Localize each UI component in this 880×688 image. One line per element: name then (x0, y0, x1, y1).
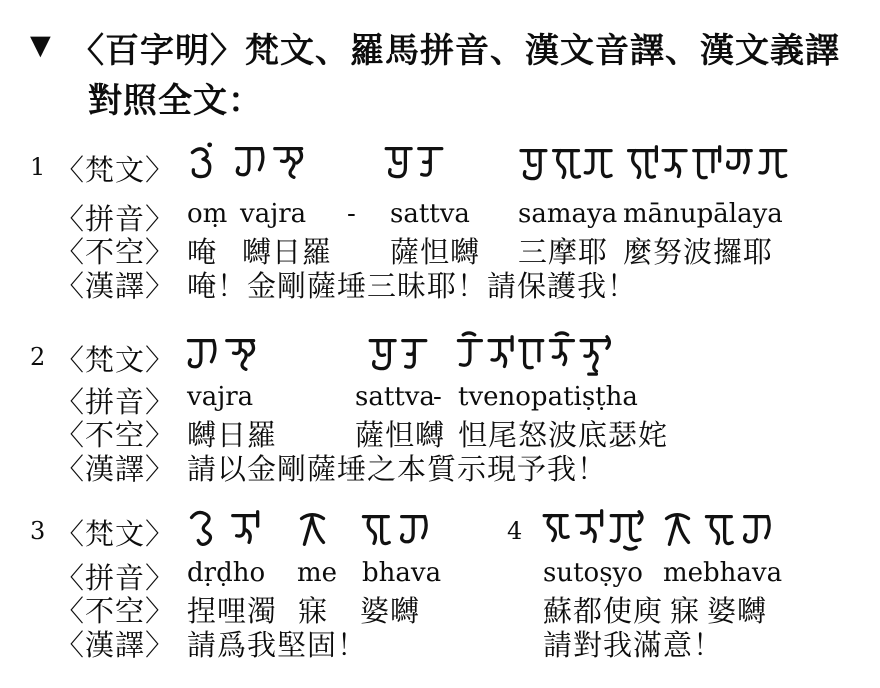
siddham-word-sattva (383, 139, 445, 185)
pinyin-word: me (297, 558, 338, 588)
siddham-word-sattva (367, 331, 429, 377)
siddham-word-om (187, 141, 217, 187)
hanyi-text: 唵！金剛薩埵三昧耶！請保護我！ (187, 271, 638, 303)
siddham-word-vajra (233, 139, 307, 185)
bukong-word: 婆嚩 (360, 596, 421, 628)
bukong-word: 婆嚩 (707, 596, 768, 628)
section-number: 1 (30, 153, 46, 181)
bukong-word: 唵 (187, 237, 218, 269)
siddham-word-tvenopatistha (453, 331, 621, 377)
row-label-pinyin: 〈拼音〉 (55, 204, 176, 236)
row-label-bukong: 〈不空〉 (55, 596, 176, 628)
hanyi-text: 請以金剛薩埵之本質示現予我！ (187, 454, 608, 486)
siddham-word-samaya (517, 141, 617, 187)
siddham-word-sutosyo (540, 506, 648, 552)
siddham-word-me (298, 508, 328, 552)
row-label-bukong: 〈不空〉 (55, 420, 176, 452)
row-label-sanskrit: 〈梵文〉 (55, 345, 176, 377)
pinyin-word: dṛḍho (187, 558, 266, 588)
siddham-word-bhava (360, 508, 430, 552)
bukong-word: 薩怛嚩 (390, 237, 481, 269)
row-label-pinyin: 〈拼音〉 (55, 387, 176, 419)
pinyin-word: vajra (240, 199, 307, 229)
section-number: 4 (507, 517, 523, 545)
pinyin-word: - (347, 199, 356, 229)
pinyin-word: tvenopatiṣṭha (458, 382, 638, 412)
bukong-word: 蘇都使庾 (543, 596, 664, 628)
row-label-hanyi: 〈漢譯〉 (55, 454, 176, 486)
bukong-word: 三摩耶 (518, 237, 609, 269)
row-label-sanskrit: 〈梵文〉 (55, 155, 176, 187)
row-label-hanyi: 〈漢譯〉 (55, 630, 176, 662)
page-title-line1: 〈百字明〉梵文、羅馬拼音、漢文音譯、漢文義譯 (70, 31, 840, 71)
row-label-pinyin: 〈拼音〉 (55, 563, 176, 595)
pinyin-word: vajra (187, 382, 254, 412)
bukong-word: 薩怛嚩 (355, 420, 446, 452)
pinyin-word: samaya (518, 199, 618, 229)
siddham-word-drdho (187, 506, 267, 552)
pinyin-word: oṃ (187, 199, 228, 229)
siddham-word-manupalaya (623, 141, 799, 187)
bukong-word: 寐 (670, 596, 701, 628)
pinyin-word: sutoṣyo (543, 558, 643, 588)
bukong-word: 怛尾怒波底瑟姹 (458, 420, 669, 452)
bukong-word: 嚩日羅 (242, 237, 333, 269)
pinyin-word: bhava (362, 558, 442, 588)
row-label-hanyi: 〈漢譯〉 (55, 271, 176, 303)
section-number: 2 (30, 343, 46, 371)
bukong-word: 嚩日羅 (187, 420, 278, 452)
pinyin-word: mānupālaya (623, 199, 783, 229)
bukong-word: 捏哩濁 (187, 596, 278, 628)
hanyi-text: 請爲我堅固！ (187, 630, 368, 662)
page-title-line2: 對照全文： (88, 81, 263, 121)
pinyin-word: sattva (390, 199, 470, 229)
row-label-sanskrit: 〈梵文〉 (55, 519, 176, 551)
pinyin-word: bhava (703, 558, 783, 588)
pinyin-word: - (433, 382, 442, 412)
title-marker-icon: ▼ (30, 30, 51, 61)
siddham-word-vajra (185, 331, 259, 377)
bukong-word: 麼努波攞耶 (623, 237, 774, 269)
bukong-word: 寐 (298, 596, 329, 628)
siddham-word-bhava (703, 508, 773, 552)
siddham-word-me (663, 508, 693, 552)
pinyin-word: sattva (355, 382, 435, 412)
row-label-bukong: 〈不空〉 (55, 237, 176, 269)
hanyi-text: 請對我滿意！ (543, 630, 724, 662)
pinyin-word: me (663, 558, 704, 588)
section-number: 3 (30, 517, 46, 545)
